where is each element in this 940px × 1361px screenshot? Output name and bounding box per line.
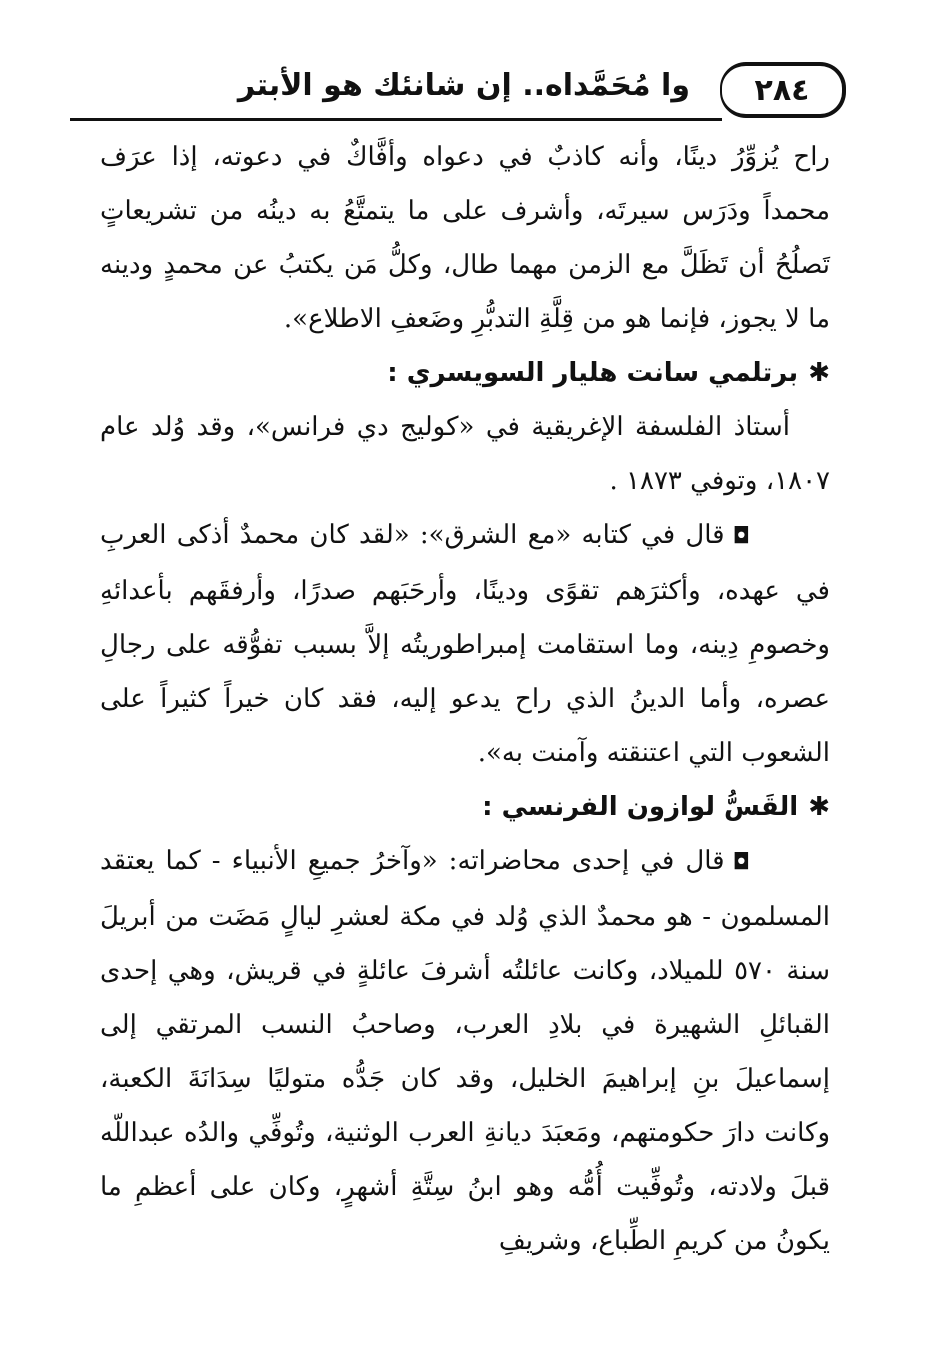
heading-text: برتلمي سانت هليار السويسري : <box>387 358 799 388</box>
section-heading-hilaire <box>100 346 830 400</box>
asterisk-bullet-icon: ✱ <box>808 792 830 822</box>
quote-marker-icon: ◘ <box>732 524 750 549</box>
header-rule <box>70 118 722 121</box>
paragraph-quote-lecture <box>100 834 830 1268</box>
paragraph-continuation: راح يُزوِّرُ دينًا، وأنه كاذبٌ في دعواه وأفَّاكٌ في دعوته، إذا عرَف محمداً ودَرَس سيرتَه، وأشرف على ما يتمتَّعُ به دينُه من تشريعاتٍ تَصلُحُ أن تَظَلَّ مع الزمن مهما طال، وكلُّ مَن يكتبُ عن محمدٍ ودينه ما لا يجوز، فإنما هو من قِلَّةِ التدبُّرِ وضَعفِ الاطلاع». <box>100 142 830 334</box>
page-body <box>100 130 830 1268</box>
quote-marker-icon: ◘ <box>732 850 750 875</box>
paragraph-text: قال في إحدى محاضراته: «وآخرُ جميعِ الأنبياء - كما يعتقد المسلمون - هو محمدٌ الذي وُلد في مكة لعشرِ ليالٍ مَضَت من أبريلَ سنة ٥٧٠ للميلاد، وكانت عائلتُه أشرفَ عائلةٍ في قريش، وهي إحدى القبائلِ الشهيرة في بلادِ العرب، وصاحبُ النسب المرتقي إلى إسماعيلَ بنِ إبراهيمَ الخليل، وقد كان جَدُّه متوليًا سِدَانَةَ الكعبة، وكانت دارَ حكومتهم، ومَعبَدَ ديانةِ العرب الوثنية، وتُوفِّي والدُه عبداللّه قبلَ ولادته، وتُوفِّيت أُمُّه وهو ابنُ سِتَّةِ أشهرٍ، وكان على أعظمِ ما يكونُ من كريمِ الطِّباع، وشريفِ <box>100 846 830 1256</box>
section-heading-loizon <box>100 780 830 834</box>
paragraph-bio: أستاذ الفلسفة الإغريقية في «كوليج دي فرانس»، وقد وُلد عام ١٨٠٧، وتوفي ١٨٧٣ . <box>100 412 830 496</box>
running-title: وا مُحَمَّداه.. إن شانئك هو الأبتر <box>237 68 690 103</box>
page-header <box>70 62 850 118</box>
paragraph-quote-east <box>100 508 830 780</box>
paragraph-text: قال في كتابه «مع الشرق»: «لقد كان محمدٌ أذكى العربِ في عهده، وأكثرَهم تقوًى ودينًا، وأرحَبَهم صدرًا، وأرفقَهم بأعدائهِ وخصومِ دِينه، وما استقامت إمبراطوريتُه إلاَّ بسبب تفوُّقه على رجالِ عصره، وأما الدينُ الذي راح يدعو إليه، فقد كان خيراً كثيراً على الشعوب التي اعتنقته وآمنت به». <box>100 520 830 768</box>
page-number: ٢٨٤ <box>720 62 846 118</box>
heading-text: القَسُّ لوازون الفرنسي : <box>482 792 799 822</box>
asterisk-bullet-icon: ✱ <box>808 358 830 388</box>
